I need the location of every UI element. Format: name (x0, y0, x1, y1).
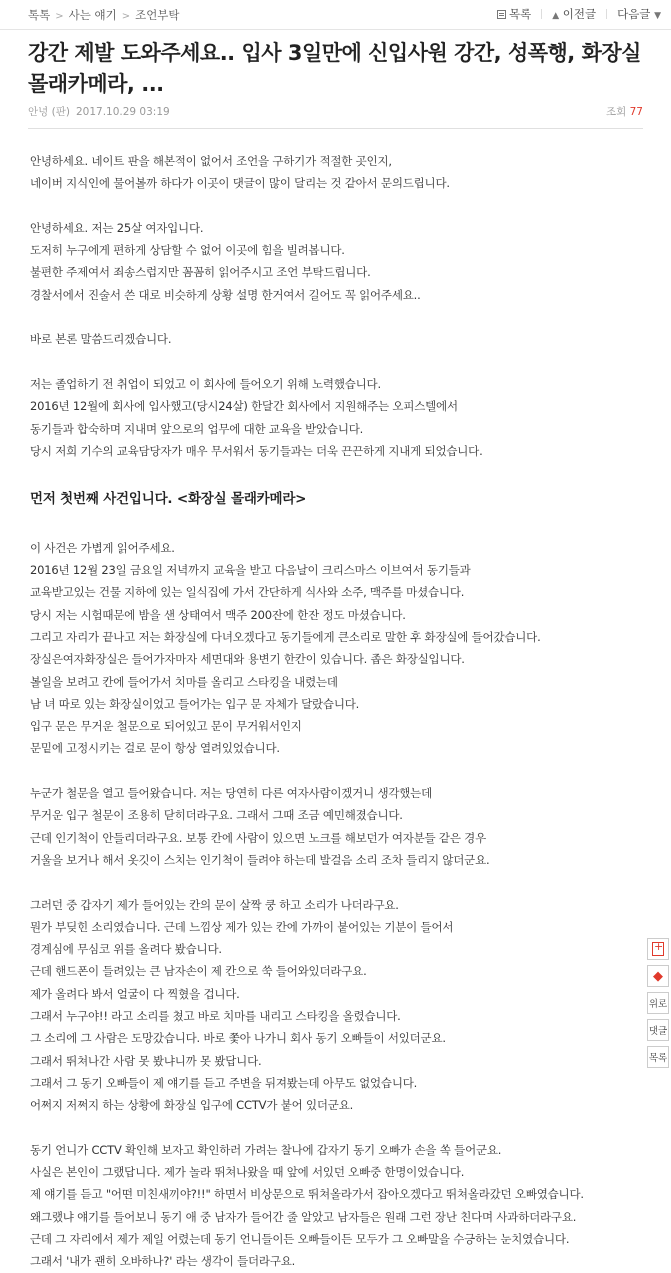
side-actions (647, 938, 671, 1073)
breadcrumb-home[interactable]: 톡톡 (28, 8, 51, 22)
body-line: 그래서 '내가 괜히 오바하나?' 라는 생각이 들더라구요. (30, 1254, 296, 1269)
body-line: 저는 졸업하기 전 취업이 되었고 이 회사에 들어오기 위해 노력했습니다. (30, 376, 381, 391)
body-line: 제 얘기를 듣고 "어떤 미친새끼야?!!" 하면서 비상문으로 뛰쳐올라가서 잡아오겠다고 뛰쳐올라갔던 오빠였습니다. (30, 1187, 584, 1202)
blank-line (30, 351, 650, 373)
cyworld-share-button[interactable] (647, 965, 669, 987)
breadcrumb-subcategory[interactable]: 조언부탁 (135, 8, 180, 22)
body-line: 동기 언니가 CCTV 확인해 보자고 확인하러 가려는 찰나에 갑자기 동기 오빠가 손을 쏙 들어군요. (30, 1142, 502, 1157)
top-bar (0, 0, 671, 30)
post-meta (28, 104, 170, 119)
body-line: 뭔가 부딪힌 소리였습니다. 근데 느낌상 제가 있는 칸에 가까이 붙어있는 기분이 들어서 (30, 919, 454, 934)
body-line: 그리고 자리가 끝나고 저는 화장실에 다녀오겠다고 동기들에게 큰소리로 말한 후 화장실에 들어갔습니다. (30, 629, 541, 644)
body-line: 동기들과 합숙하며 지내며 앞으로의 업무에 대한 교육을 받았습니다. (30, 421, 364, 436)
body-line: 사실은 본인이 그랬답니다. 제가 놀라 뛰쳐나왔을 때 앞에 서있던 오빠중 한명이었습니다. (30, 1165, 465, 1180)
body-line: 그래서 뛰쳐나간 사람 못 봤냐니까 못 봤답니다. (30, 1053, 262, 1068)
body-line: 문밑에 고정시키는 걸로 문이 항상 열려있었습니다. (30, 741, 280, 756)
post-date: 2017.10.29 03:19 (75, 106, 170, 118)
body-line: 제가 올려다 봐서 얼굴이 다 찍혔을 겁니다. (30, 986, 240, 1001)
body-line: 경계심에 무심코 위를 올려다 봤습니다. (30, 942, 222, 957)
divider (28, 128, 643, 129)
prev-post-button[interactable]: ▲ 이전글 (552, 7, 597, 21)
blank-line (30, 195, 650, 217)
triangle-up-icon: ▲ (552, 11, 560, 21)
body-line: 거울을 보거나 해서 옷깃이 스치는 인기척이 들려야 하는데 발걸음 소리 조차 들리지 않더군요. (30, 852, 490, 867)
body-line: 누군가 철문을 열고 들어왔습니다. 저는 당연히 다른 여자사람이겠거니 생각했는데 (30, 786, 433, 801)
list-icon (497, 10, 506, 19)
next-post-button[interactable]: 다음글 ▼ (617, 7, 661, 21)
body-line: 그러던 중 갑자기 제가 들어있는 칸의 문이 살짝 쿵 하고 소리가 나더라구요. (30, 897, 399, 912)
body-line: 장실은여자화장실은 들어가자마자 세면대와 용변기 한칸이 있습니다. 좁은 화장실입니다. (30, 652, 465, 667)
body-line: 그래서 그 동기 오빠들이 제 얘기를 듣고 주변을 뒤져봤는데 아무도 없었습니다. (30, 1075, 418, 1090)
author-name[interactable]: 안녕 (판) (28, 106, 70, 118)
list-button[interactable]: 목록 (497, 6, 531, 22)
triangle-down-icon: ▼ (654, 11, 661, 21)
body-line: 도저히 누구에게 편하게 상담할 수 없어 이곳에 힘을 빌려봅니다. (30, 243, 345, 258)
blank-line (30, 306, 650, 328)
blank-line (30, 760, 650, 782)
body-line: 볼일을 보려고 칸에 들어가서 치마를 올리고 스타킹을 내렸는데 (30, 674, 338, 689)
blank-line (30, 1116, 650, 1138)
list-side-button[interactable]: 목록 (647, 1046, 669, 1068)
blank-line (30, 871, 650, 893)
body-line: 2016년 12월에 회사에 입사했고(당시24살) 한달간 회사에서 지원해주는 오피스텔에서 (30, 399, 458, 414)
body-line: 그래서 누구야!! 라고 소리를 쳤고 바로 치마를 내리고 스타킹을 올렸습니다. (30, 1008, 401, 1023)
body-line: 당시 저희 기수의 교육담당자가 매우 무서워서 동기들과는 더욱 끈끈하게 지내게 되었습니다. (30, 443, 483, 458)
blank-line (30, 462, 650, 484)
post-nav (487, 6, 661, 22)
body-line: 바로 본론 말씀드리겠습니다. (30, 332, 172, 347)
body-line: 안녕하세요. 네이트 판을 해본적이 없어서 조언을 구하기가 적절한 곳인지, (30, 154, 392, 168)
body-line: 어쩌지 저쩌지 하는 상황에 화장실 입구에 CCTV가 붙어 있더군요. (30, 1098, 354, 1113)
post-title: 강간 제발 도와주세요.. 입사 3일만에 신입사원 강간, 성폭행, 화장실 몰래카메라, ... (28, 41, 641, 96)
body-line: 입구 문은 무거운 철문으로 되어있고 문이 무거워서인지 (30, 719, 302, 734)
breadcrumb-category[interactable]: 사는 얘기 (68, 8, 117, 22)
body-line: 근데 인기척이 안들리더라구요. 보통 칸에 사람이 있으면 노크를 해보던가 여자분들 같은 경우 (30, 830, 487, 845)
breadcrumb (28, 7, 180, 23)
bookmark-icon (652, 942, 664, 956)
bookmark-button[interactable] (647, 938, 669, 960)
body-line: 2016년 12월 23일 금요일 저녁까지 교육을 받고 다음날이 크리스마스 이브여서 동기들과 (30, 563, 471, 578)
chevron-right-icon: > (121, 11, 131, 22)
body-line: 이 사건은 가볍게 읽어주세요. (30, 540, 175, 555)
body-line: 안녕하세요. 저는 25살 여자입니다. (30, 220, 204, 235)
body-line: 당시 저는 시험때문에 밤을 샌 상태여서 맥주 200잔에 한잔 정도 마셨습니다. (30, 607, 406, 622)
body-line: 남 녀 따로 있는 화장실이었고 들어가는 입구 문 자체가 달랐습니다. (30, 696, 360, 711)
view-count: 조회 77 (605, 106, 643, 118)
post-body (30, 150, 650, 1273)
comfort-button[interactable]: 위로 (647, 992, 669, 1014)
body-line: 근데 그 자리에서 제가 제일 어렸는데 동기 언니들이든 오빠들이든 모두가 그 오빠말을 수긍하는 눈치였습니다. (30, 1231, 570, 1246)
blank-line (30, 514, 650, 536)
body-line: 왜그랬냐 얘기를 들어보니 동기 애 중 남자가 들어간 줄 알았고 남자들은 원래 그런 장난 친다며 사과하더라구요. (30, 1209, 577, 1224)
body-line: 네이버 지식인에 물어볼까 하다가 이곳이 댓글이 많이 달리는 것 같아서 문의드립니다. (30, 176, 450, 191)
body-line: 교육받고있는 건물 지하에 있는 일식집에 가서 간단하게 식사와 소주, 맥주를 마셨습니다. (30, 585, 465, 600)
body-line: 경찰서에서 진술서 쓴 대로 비슷하게 상황 설명 한거여서 길어도 꼭 읽어주세요.. (30, 287, 421, 302)
body-line: 근데 핸드폰이 들려있는 큰 남자손이 제 칸으로 쑥 들어와있더라구요. (30, 964, 367, 979)
chevron-right-icon: > (55, 11, 64, 22)
comments-button[interactable]: 댓글 (647, 1019, 669, 1041)
body-line: 불편한 주제여서 죄송스럽지만 꼼꼼히 읽어주시고 조언 부탁드립니다. (30, 265, 371, 280)
section-heading: 먼저 첫번째 사건입니다. <화장실 몰래카메라> (30, 491, 307, 508)
body-line: 그 소리에 그 사람은 도망갔습니다. 바로 쫓아 나가니 회사 동기 오빠들이 서있더군요. (30, 1031, 446, 1046)
body-line: 무거운 입구 철문이 조용히 닫히더라구요. 그래서 그때 조금 예민해졌습니다. (30, 808, 403, 823)
cyworld-icon: ◆ (653, 968, 663, 984)
